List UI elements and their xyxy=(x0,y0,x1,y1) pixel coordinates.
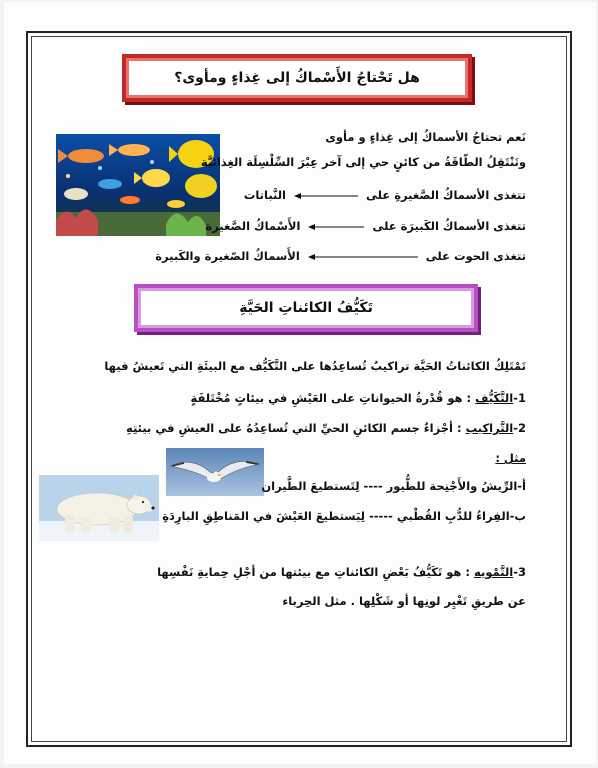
definition-camouflage xyxy=(157,564,526,580)
food-chain-food: الأَسْماكُ الصَّغيرة xyxy=(205,219,301,233)
example-birds: أ-الرِّيشُ والأَجْنِحة للطُّيور ---- لِتَستطيعَ الطَّيران xyxy=(261,479,526,493)
definition-text: : هو قُدْرةُ الحيواناتِ على العَيْشِ في بيئاتٍ مُخْتَلفَةٍ xyxy=(190,391,472,405)
section1-line-2: وتَنْتَقِلُ الطّاقَةُ من كائنٍ حي إلى آخر عِبْرَ السِّلْسِلَة الغِذائيَّة xyxy=(200,155,526,169)
arrow-left-icon xyxy=(308,253,418,261)
definition-structures xyxy=(126,420,526,436)
seagull-image xyxy=(166,448,264,496)
definition-text: : هو تَكَيُّفُ بَعْضِ الكائناتِ مع بيئتها من أجْلِ حِمايةِ نَفْسِها xyxy=(157,565,471,579)
example-polar-bear: ب-الفِراءُ للدُّبِ القُطْبي ----- لِيَستطيعَ العَيْشَ في المَناطِقِ البارِدَةِ xyxy=(162,509,526,523)
definition-number: 1- xyxy=(513,391,526,405)
definition-text: : أجْزاءٌ جسم الكائنِ الحيِّ التي تُساعِدُهُ على العيشِ في بيئتِهِ xyxy=(125,421,462,435)
section2-title: تَكَيُّفُ الكائناتِ الحَيَّةِ xyxy=(134,284,478,332)
food-chain-row-1 xyxy=(244,187,526,203)
food-chain-subject: تتغذى الحوت على xyxy=(425,249,526,263)
section1-line-1: نَعم تحتاجُ الأسماكُ إلى غِذاءٍ و مأوى xyxy=(325,130,526,144)
section1-title: هل تَحْتاجُ الأَسْماكُ إلى غِذاءٍ ومأوى؟ xyxy=(122,54,472,102)
food-chain-row-3 xyxy=(155,248,526,264)
definition-number: 3- xyxy=(513,565,526,579)
food-chain-food: النَّباتات xyxy=(243,188,286,202)
food-chain-food: الأَسماكُ الصّغيرة والكَبيرة xyxy=(155,249,300,263)
arrow-left-icon xyxy=(308,223,364,231)
polar-bear-image xyxy=(39,475,159,541)
definition-term: التَّراكيب xyxy=(465,421,514,435)
food-chain-row-2 xyxy=(205,218,526,234)
food-chain-subject: تتغذى الأسماكُ الصَّغيرةِ على xyxy=(366,188,526,202)
fish-image xyxy=(56,134,220,236)
definition-number: 2- xyxy=(513,421,526,435)
adaptation-intro: تَمْتَلِكُ الكائناتُ الحَيَّة تراكيبٌ تُساعِدُها على التَّكَيُّف مع البيئَةِ التي تَعيشُ فيها xyxy=(104,359,526,373)
definition-term: التَّمْويه xyxy=(474,565,514,579)
arrow-left-icon xyxy=(294,192,358,200)
definition-adaptation xyxy=(190,390,526,406)
definition-term: التَّكَيُّف xyxy=(475,391,514,405)
definition-camouflage-continued: عن طريقِ تَغْيِر لونِها أو شَكْلِها . مثل الحِرباء xyxy=(282,594,526,608)
example-label: مثل : xyxy=(495,451,526,465)
food-chain-subject: تتغذى الأسماكُ الكَبيرَة على xyxy=(372,219,526,233)
